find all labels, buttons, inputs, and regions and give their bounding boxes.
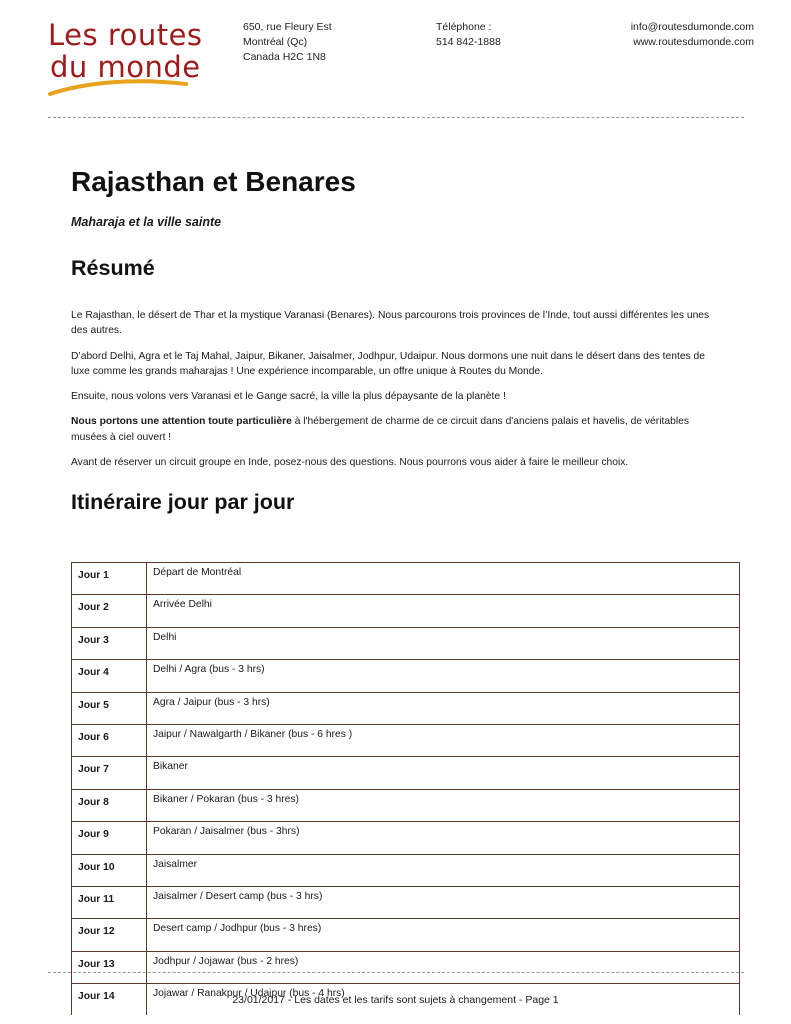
day-description: Bikaner / Pokaran (bus - 3 hres) bbox=[147, 789, 740, 821]
address-line: 650, rue Fleury Est bbox=[243, 21, 332, 33]
day-description: Delhi bbox=[147, 627, 740, 659]
itinerary-row bbox=[72, 789, 740, 821]
day-description: Desert camp / Jodhpur (bus - 3 hres) bbox=[147, 919, 740, 951]
itinerary-heading: Itinéraire jour par jour bbox=[71, 490, 295, 514]
day-description: Arrivée Delhi bbox=[147, 595, 740, 627]
itinerary-row bbox=[72, 886, 740, 918]
day-label: Jour 14 bbox=[72, 984, 147, 1016]
header-contact bbox=[590, 20, 754, 50]
day-label: Jour 13 bbox=[72, 951, 147, 983]
page-subtitle: Maharaja et la ville sainte bbox=[71, 215, 222, 229]
itinerary-row bbox=[72, 724, 740, 756]
resume-paragraph: Le Rajasthan, le désert de Thar et la mystique Varanasi (Benares). Nous parcourons trois provinces de l’Inde, tout aussi différentes les unes des autres. bbox=[71, 310, 710, 337]
resume-heading: Résumé bbox=[71, 256, 155, 280]
phone-number: 514 842-1888 bbox=[436, 36, 501, 48]
company-logo bbox=[46, 18, 203, 100]
itinerary-row bbox=[72, 757, 740, 789]
website-link[interactable]: www.routesdumonde.com bbox=[633, 36, 754, 48]
footer-divider bbox=[48, 972, 744, 973]
day-label: Jour 5 bbox=[72, 692, 147, 724]
resume-body bbox=[71, 308, 721, 480]
address-line: Montréal (Qc) bbox=[243, 36, 308, 48]
day-label: Jour 2 bbox=[72, 595, 147, 627]
page-footer: 23/01/2017 - Les dates et les tarifs sont sujets à changement - Page 1 bbox=[232, 994, 559, 1006]
day-label: Jour 8 bbox=[72, 789, 147, 821]
header-address bbox=[243, 20, 332, 65]
logo-line-2: du monde bbox=[50, 50, 201, 84]
resume-paragraph: Avant de réserver un circuit groupe en Inde, posez-nous des questions. Nous pourrons vous aider à faire le meilleur choix. bbox=[71, 457, 629, 469]
resume-paragraph: D’abord Delhi, Agra et le Taj Mahal, Jaipur, Bikaner, Jaisalmer, Jodhpur, Udaipur. Nous dormons une nuit dans le désert dans des tentes de luxe comme les grands maharajas ! Une expérience incomparable, un offre unique à Routes du Monde. bbox=[71, 350, 706, 377]
itinerary-row bbox=[72, 595, 740, 627]
itinerary-row bbox=[72, 660, 740, 692]
itinerary-row bbox=[72, 627, 740, 659]
day-label: Jour 10 bbox=[72, 854, 147, 886]
logo-swirl-icon bbox=[46, 74, 198, 100]
day-label: Jour 9 bbox=[72, 822, 147, 854]
itinerary-row bbox=[72, 919, 740, 951]
itinerary-table-body bbox=[72, 563, 740, 1016]
resume-paragraph bbox=[71, 414, 721, 445]
day-description: Jaipur / Nawalgarth / Bikaner (bus - 6 hres ) bbox=[147, 724, 740, 756]
day-description: Pokaran / Jaisalmer (bus - 3hrs) bbox=[147, 822, 740, 854]
day-description: Jodhpur / Jojawar (bus - 2 hres) bbox=[147, 951, 740, 983]
resume-text: à l'hébergement de charme de ce circuit dans d'anciens palais et havelis, de véritables musées à ciel ouvert ! bbox=[71, 416, 689, 443]
email-link[interactable]: info@routesdumonde.com bbox=[630, 21, 754, 33]
day-label: Jour 12 bbox=[72, 919, 147, 951]
day-label: Jour 6 bbox=[72, 724, 147, 756]
itinerary-row bbox=[72, 563, 740, 595]
day-label: Jour 11 bbox=[72, 886, 147, 918]
phone-label: Téléphone : bbox=[436, 21, 492, 33]
day-label: Jour 1 bbox=[72, 563, 147, 595]
address-line: Canada H2C 1N8 bbox=[243, 51, 326, 63]
header-phone bbox=[436, 20, 501, 50]
day-label: Jour 7 bbox=[72, 757, 147, 789]
itinerary-table bbox=[71, 562, 740, 1015]
itinerary-row bbox=[72, 951, 740, 983]
day-description: Jaisalmer bbox=[147, 854, 740, 886]
day-description: Delhi / Agra (bus - 3 hrs) bbox=[147, 660, 740, 692]
itinerary-row bbox=[72, 822, 740, 854]
resume-emphasis: Nous portons une attention toute particulière bbox=[71, 416, 292, 428]
header-divider bbox=[48, 117, 744, 118]
day-description: Bikaner bbox=[147, 757, 740, 789]
day-label: Jour 4 bbox=[72, 660, 147, 692]
logo-line-1: Les routes bbox=[48, 18, 203, 52]
day-description: Départ de Montréal bbox=[147, 563, 740, 595]
day-description: Jojawar / Ranakpur / Udaipur (bus - 4 hrs) bbox=[147, 984, 740, 1016]
day-label: Jour 3 bbox=[72, 627, 147, 659]
day-description: Jaisalmer / Desert camp (bus - 3 hrs) bbox=[147, 886, 740, 918]
itinerary-row bbox=[72, 692, 740, 724]
day-description: Agra / Jaipur (bus - 3 hrs) bbox=[147, 692, 740, 724]
resume-paragraph: Ensuite, nous volons vers Varanasi et le Gange sacré, la ville la plus dépaysante de la planète ! bbox=[71, 391, 506, 403]
page-title: Rajasthan et Benares bbox=[71, 166, 356, 197]
itinerary-row bbox=[72, 854, 740, 886]
